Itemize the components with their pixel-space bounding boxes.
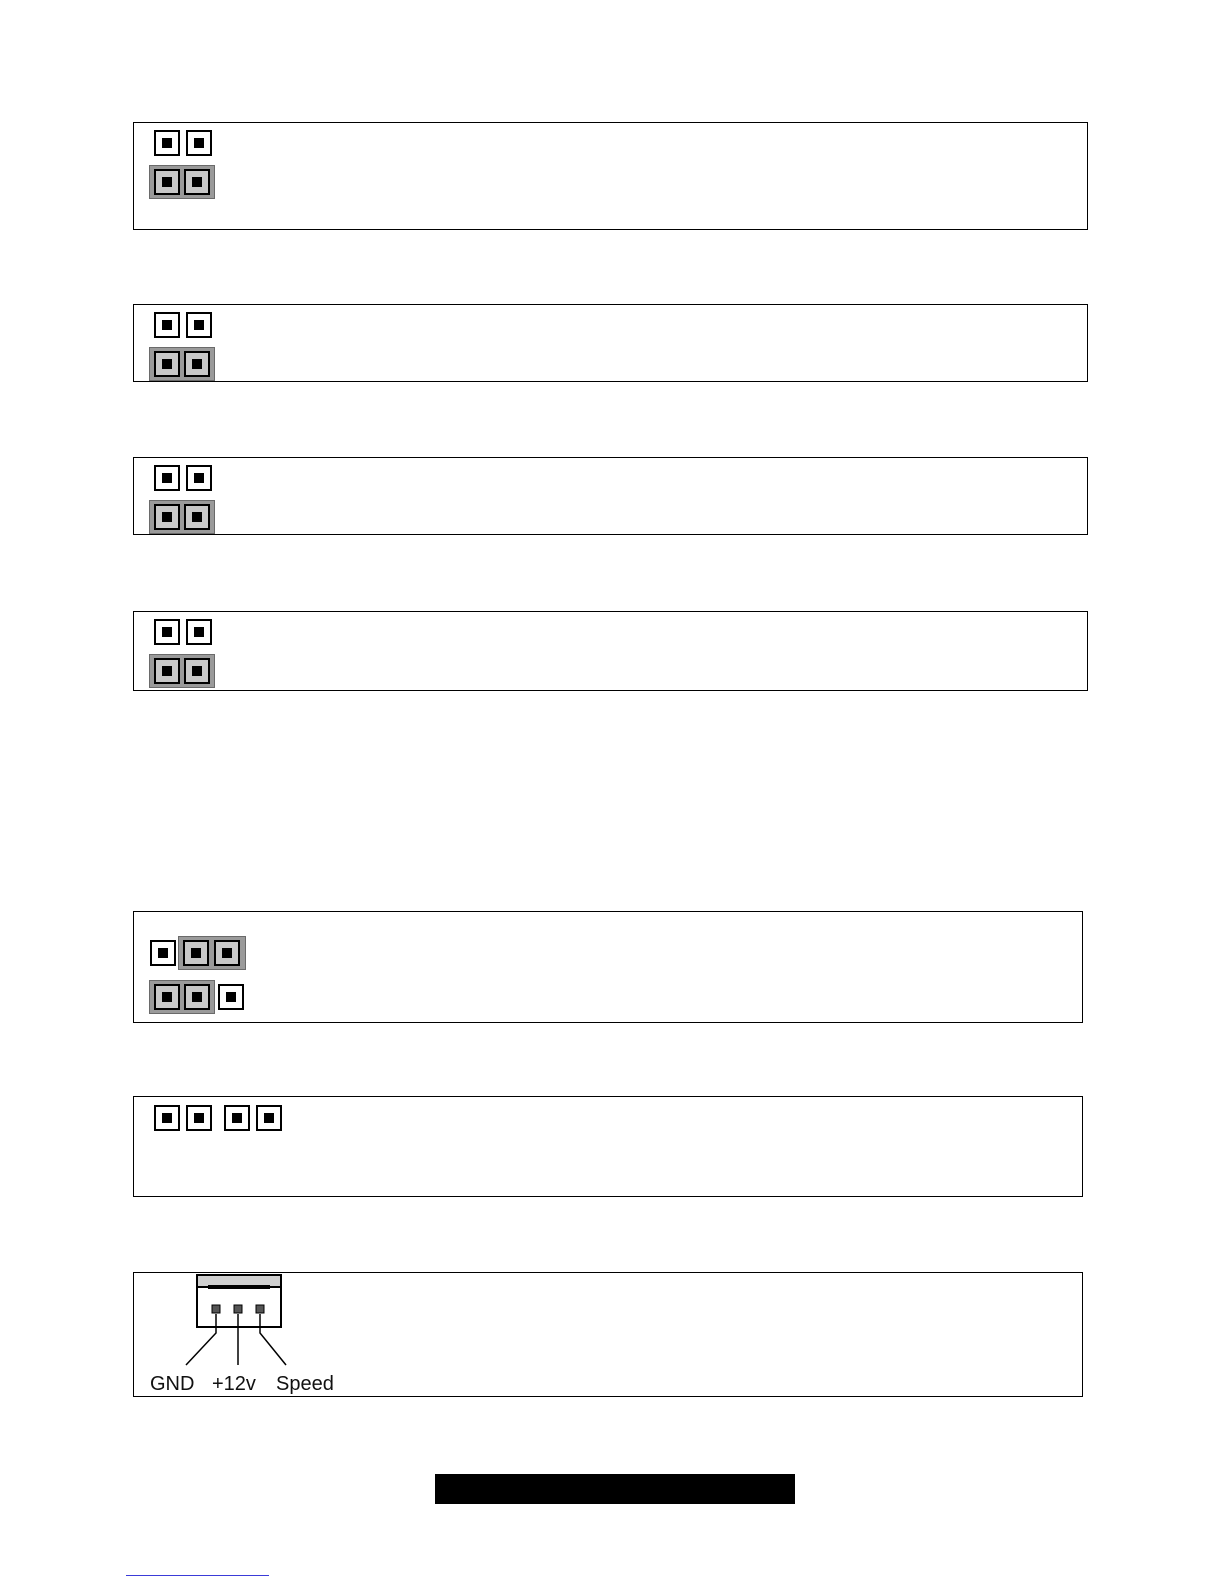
footnote-rule bbox=[126, 1575, 269, 1576]
jumper-panel-3pin bbox=[133, 911, 1083, 1023]
fan-connector-panel bbox=[133, 1272, 1083, 1397]
jumper-panel-1 bbox=[133, 122, 1088, 230]
jumper-panel-4pin bbox=[133, 1096, 1083, 1197]
fan-pin-label-gnd: GND bbox=[150, 1373, 195, 1395]
jumper-panel-3 bbox=[133, 457, 1088, 535]
fan-pin-label-speed: Speed bbox=[276, 1373, 334, 1395]
footer-bar bbox=[435, 1474, 795, 1504]
fan-pin-label-12v: +12v bbox=[212, 1373, 256, 1395]
jumper-panel-2 bbox=[133, 304, 1088, 382]
jumper-panel-4 bbox=[133, 611, 1088, 691]
